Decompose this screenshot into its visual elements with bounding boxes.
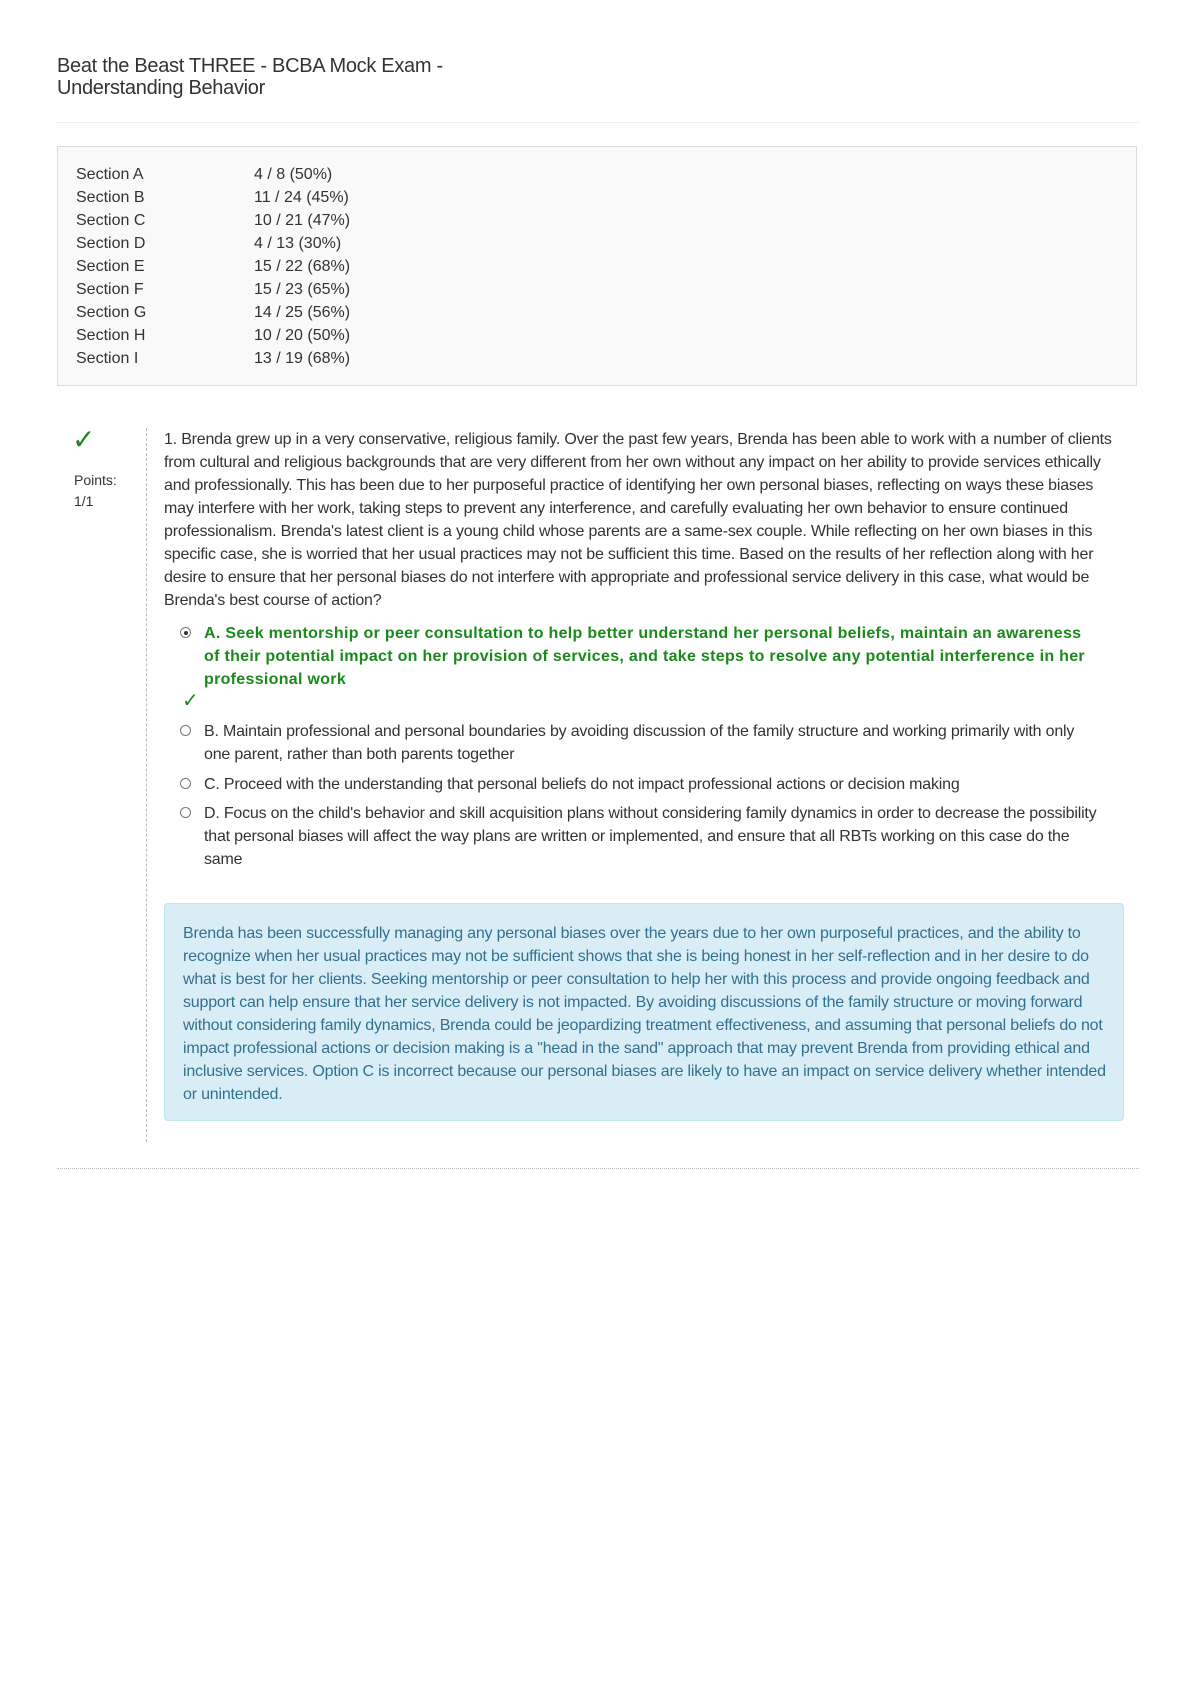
explanation-text: Brenda has been successfully managing any personal biases over the years due to her own purposeful practices, and the ability to recognize when her usual practices may not be sufficient shows that she is being honest in her self-reflection and in her desire to do what is best for her clients. Seeking mentorship or peer consultation to help her with this process and provide ongoing feedback and support can help ensure that her service delivery is not impacted. By avoiding discussions of the family structure or moving forward without considering family dynamics, Brenda could be jeopardizing treatment effectiveness, and assuming that personal beliefs do not impact professional actions or decision making is a "head in the sand" approach that may prevent Brenda from providing ethical and inclusive services. Option C is incorrect because our personal biases are likely to have an impact on service delivery whether intended or unintended. — [183, 925, 1106, 1103]
section-name: Section C — [76, 212, 146, 229]
section-name: Section H — [76, 327, 146, 344]
option-text: C. Proceed with the understanding that personal beliefs do not impact professional actions or decision making — [204, 776, 960, 793]
section-score: 10 / 20 (50%) — [254, 327, 351, 344]
question-bottom-divider — [57, 1168, 1139, 1169]
section-name: Section E — [76, 258, 145, 275]
option-text: D. Focus on the child's behavior and skill acquisition plans without considering family dynamics in order to decrease the possibility that personal biases will affect the way plans are written or implemented, and ensure that all RBTs working on this case do the same — [204, 805, 1097, 868]
option-text: A. Seek mentorship or peer consultation to help better understand her personal beliefs, maintain an awareness of their potential impact on her provision of services, and take steps to resolve any potential interference in her professional work — [204, 625, 1085, 688]
section-score: 15 / 23 (65%) — [254, 281, 351, 298]
section-name: Section A — [76, 166, 144, 183]
correct-answer-check-icon: ✓ — [182, 690, 199, 712]
section-score: 4 / 8 (50%) — [254, 166, 333, 183]
section-name: Section I — [76, 350, 139, 367]
section-score: 11 / 24 (45%) — [254, 189, 349, 206]
section-name: Section D — [76, 235, 146, 252]
question-text: 1. Brenda grew up in a very conservative, religious family. Over the past few years, Brenda has been able to work with a number of clients from cultural and religious backgrounds that are very different from her own without any impact on her ability to provide services ethically and professionally. This has been due to her purposeful practice of identifying her own personal biases, reflecting on ways these biases may interfere with her work, taking steps to prevent any interference, and carefully evaluating her own behavior to ensure continued professionalism. Brenda's latest client is a young child whose parents are a same-sex couple. While reflecting on her own biases in this specific case, she is worried that her usual practices may not be sufficient this time. Based on the results of her reflection along with her desire to ensure that her personal biases do not interfere with appropriate and professional service delivery in this case, what would be Brenda's best course of action? — [164, 431, 1112, 609]
section-score: 14 / 25 (56%) — [254, 304, 351, 321]
explanation-box — [164, 903, 1124, 1121]
section-score: 10 / 21 (47%) — [254, 212, 351, 229]
correct-check-icon: ✓ — [72, 424, 96, 455]
section-name: Section F — [76, 281, 144, 298]
title-divider — [57, 122, 1139, 123]
radio-selected-icon — [180, 627, 191, 638]
question-divider — [146, 428, 147, 1142]
section-name: Section G — [76, 304, 147, 321]
radio-icon — [180, 807, 191, 818]
section-name: Section B — [76, 189, 145, 206]
radio-icon — [180, 725, 191, 736]
section-score: 15 / 22 (68%) — [254, 258, 351, 275]
section-score: 4 / 13 (30%) — [254, 235, 342, 252]
points-value: 1/1 — [74, 493, 94, 509]
section-summary — [57, 146, 1137, 386]
section-score: 13 / 19 (68%) — [254, 350, 351, 367]
option-text: B. Maintain professional and personal boundaries by avoiding discussion of the family structure and working primarily with only one parent, rather than both parents together — [204, 723, 1075, 763]
points-label: Points: — [74, 472, 117, 488]
radio-icon — [180, 778, 191, 789]
page-title: Beat the Beast THREE - BCBA Mock Exam - Understanding Behavior — [57, 55, 443, 99]
